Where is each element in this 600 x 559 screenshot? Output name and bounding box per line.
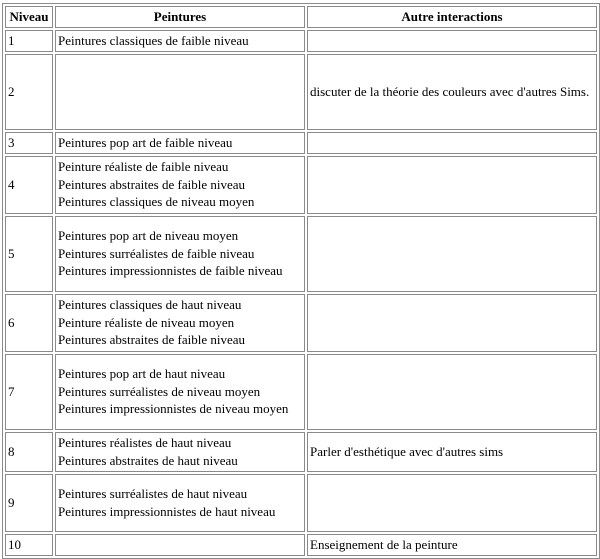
painting-item: Peintures pop art de haut niveau xyxy=(58,366,226,382)
level-cell: 5 xyxy=(5,216,53,292)
paintings-cell xyxy=(55,354,305,430)
painting-item: Peintures pop art de faible niveau xyxy=(58,134,233,150)
painting-item: Peintures classiques de faible niveau xyxy=(58,32,249,48)
painting-item: Peintures pop art de niveau moyen xyxy=(58,228,239,244)
other-interactions-cell: discuter de la théorie des couleurs avec d'autres Sims. xyxy=(307,54,597,130)
painting-item: Peintures classiques de haut niveau xyxy=(58,297,242,313)
table-row xyxy=(5,216,597,292)
table-row xyxy=(5,474,597,532)
level-cell: 8 xyxy=(5,432,53,472)
table-row xyxy=(5,30,597,52)
other-interactions-cell: Enseignement de la peinture xyxy=(307,534,597,556)
paintings-cell xyxy=(55,534,305,556)
painting-item: Peintures abstraites de faible niveau xyxy=(58,176,245,192)
table-row xyxy=(5,354,597,430)
painting-item: Peinture réaliste de niveau moyen xyxy=(58,314,235,330)
table-row xyxy=(5,432,597,472)
level-cell: 3 xyxy=(5,132,53,154)
paintings-cell xyxy=(55,132,305,154)
paintings-cell xyxy=(55,432,305,472)
painting-item: Peintures classiques de niveau moyen xyxy=(58,194,255,210)
paintings-cell xyxy=(55,216,305,292)
painting-item: Peintures surréalistes de haut niveau xyxy=(58,486,248,501)
paintings-cell xyxy=(55,156,305,214)
other-interactions-cell xyxy=(307,132,597,154)
level-cell: 10 xyxy=(5,534,53,556)
other-interactions-cell: Parler d'esthétique avec d'autres sims xyxy=(307,432,597,472)
painting-item: Peintures abstraites de haut niveau xyxy=(58,452,238,468)
painting-item: Peintures surréalistes de faible niveau xyxy=(58,245,255,261)
paintings-cell xyxy=(55,294,305,352)
other-interactions-cell xyxy=(307,216,597,292)
other-interactions-cell xyxy=(307,294,597,352)
table-row xyxy=(5,132,597,154)
header-row xyxy=(5,6,597,28)
other-interactions-cell xyxy=(307,354,597,430)
paintings-cell xyxy=(55,474,305,532)
header-paintings: Peintures xyxy=(55,6,305,28)
table-body xyxy=(5,30,597,556)
other-interactions-cell xyxy=(307,30,597,52)
painting-item: Peintures impressionnistes de niveau moyen xyxy=(58,401,289,417)
level-cell: 9 xyxy=(5,474,53,532)
level-cell: 7 xyxy=(5,354,53,430)
painting-levels-table xyxy=(2,3,600,559)
level-cell: 4 xyxy=(5,156,53,214)
painting-item: Peintures surréalistes de niveau moyen xyxy=(58,383,261,399)
table-row xyxy=(5,534,597,556)
painting-item: Peintures réalistes de haut niveau xyxy=(58,435,232,450)
painting-item: Peintures impressionnistes de faible niveau xyxy=(58,263,283,279)
paintings-cell xyxy=(55,54,305,130)
other-interactions-cell xyxy=(307,474,597,532)
level-cell: 6 xyxy=(5,294,53,352)
table-row xyxy=(5,54,597,130)
painting-item: Peintures abstraites de faible niveau xyxy=(58,332,245,348)
level-cell: 1 xyxy=(5,30,53,52)
painting-item: Peintures impressionnistes de haut niveau xyxy=(58,503,276,519)
paintings-cell xyxy=(55,30,305,52)
other-interactions-cell xyxy=(307,156,597,214)
table-row xyxy=(5,294,597,352)
header-level: Niveau xyxy=(5,6,53,28)
painting-item: Peinture réaliste de faible niveau xyxy=(58,159,229,175)
header-other-interactions: Autre interactions xyxy=(307,6,597,28)
level-cell: 2 xyxy=(5,54,53,130)
table-row xyxy=(5,156,597,214)
